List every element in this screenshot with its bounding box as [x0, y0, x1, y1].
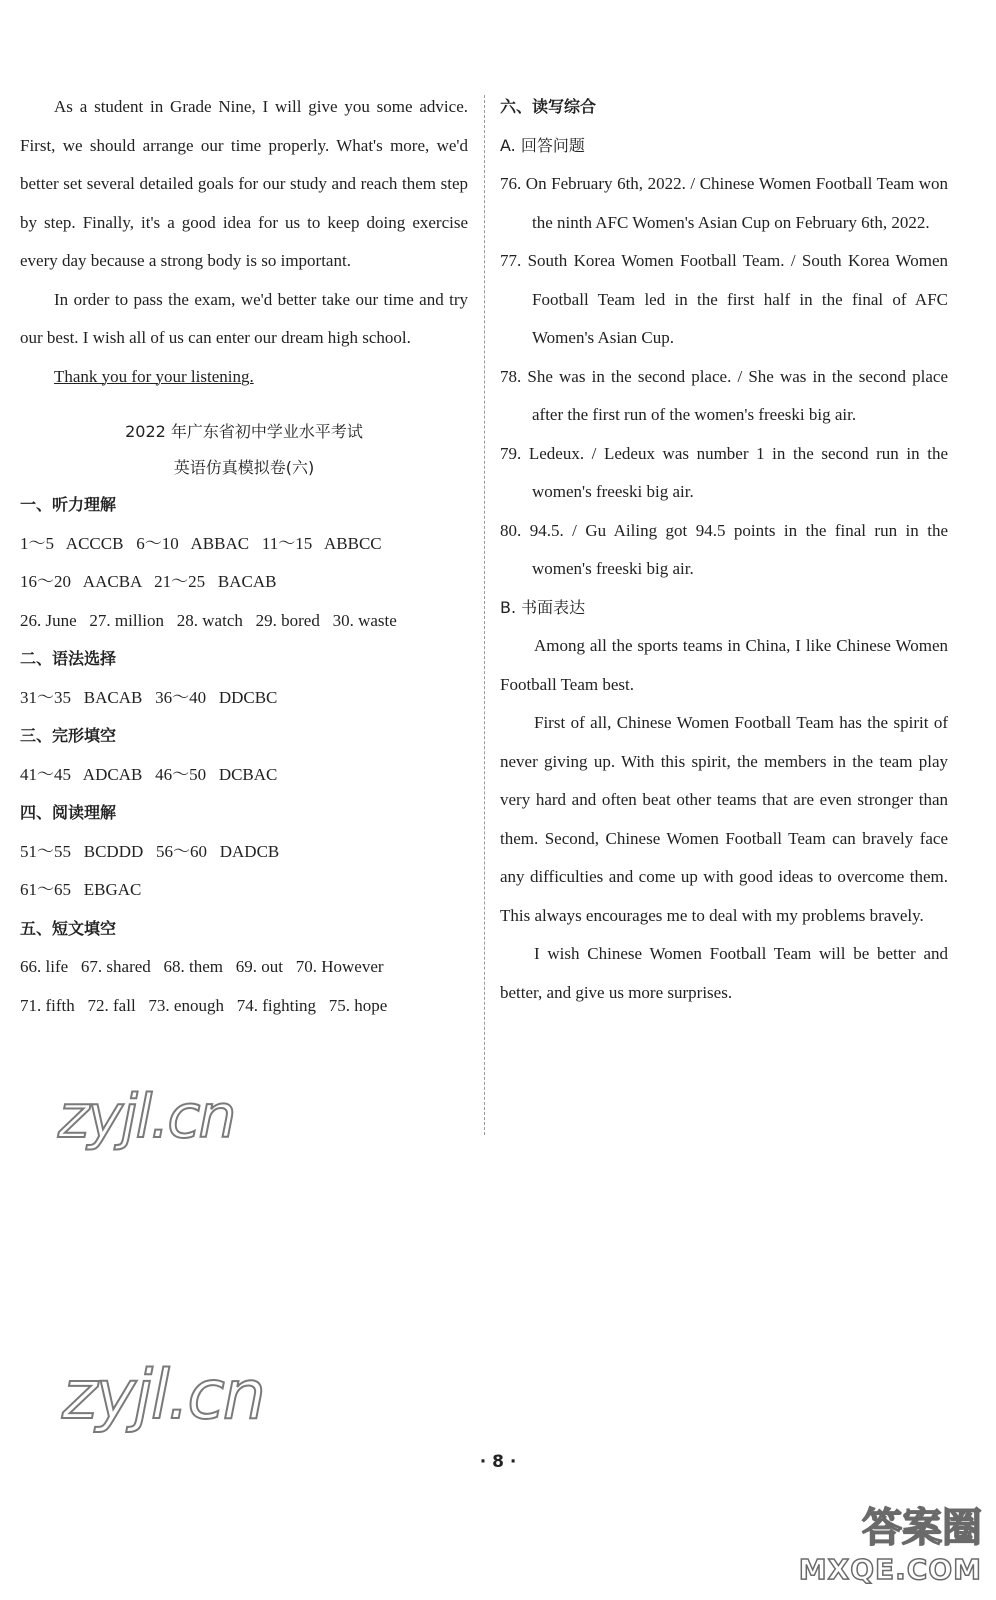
watermark-logo: zyjl.cn — [62, 1356, 264, 1435]
advice-paragraph-1: As a student in Grade Nine, I will give you some advice. First, we should arrange our time properly. What's more, we'd better set several detailed goals for our study and reach them step by step. Finally, it's a good idea for us to keep doing exercise every day because a strong body is so important. — [20, 97, 468, 270]
closing-text: Thank you for your listening. — [54, 366, 254, 386]
answer-item: 78. She was in the second place. / She was in the second place after the first run of the women's freeski big air. — [500, 366, 948, 424]
watermark-logo: zyjl.cn — [58, 1082, 235, 1152]
section-heading-grammar: 二、语法选择 — [20, 649, 117, 668]
left-column — [20, 88, 468, 1025]
essay-paragraph-3: I wish Chinese Women Football Team will be better and better, and give us more surprises. — [500, 944, 948, 1002]
answer-line: 51～55 BCDDD 56～60 DADCB — [20, 841, 280, 861]
section-heading-read-write: 六、读写综合 — [500, 97, 597, 116]
section-heading-fill-in: 五、短文填空 — [20, 918, 117, 938]
section-heading-listening: 一、听力理解 — [20, 495, 117, 514]
answer-item: 77. South Korea Women Football Team. / South Korea Women Football Team led in the first half in the final of AFC Women's Asian Cup. — [500, 251, 948, 347]
answer-line: 16～20 AACBA 21～25 BACAB — [20, 572, 277, 591]
column-divider — [484, 95, 485, 1135]
answer-line: 1～5 ACCCB 6～10 ABBAC 11～15 ABBCC — [20, 533, 382, 553]
page-number: · 8 · — [479, 1452, 517, 1472]
answer-item: 79. Ledeux. / Ledeux was number 1 in the second run in the women's freeski big air. — [500, 443, 948, 501]
corner-watermark-cn: 答案圈 — [862, 1505, 982, 1551]
answer-item: 76. On February 6th, 2022. / Chinese Women Football Team won the ninth AFC Women's Asian Cup on February 6th, 2022. — [500, 174, 948, 232]
corner-watermark — [782, 1496, 982, 1586]
answer-line: 26. June 27. million 28. watch 29. bored 30. waste — [20, 610, 397, 630]
essay-paragraph-1: Among all the sports teams in China, I like Chinese Women Football Team best. — [500, 636, 948, 694]
part-a-heading: A. 回答问题 — [500, 135, 585, 155]
closing-line — [20, 358, 468, 397]
answer-line: 61～65 EBGAC — [20, 880, 142, 899]
corner-watermark-en: MXQE.COM — [798, 1553, 982, 1586]
section-heading-cloze: 三、完形填空 — [20, 726, 117, 745]
advice-paragraph-2: In order to pass the exam, we'd better take our time and try our best. I wish all of us can enter our dream high school. — [20, 289, 468, 347]
answer-line: 71. fifth 72. fall 73. enough 74. fighting 75. hope — [20, 995, 388, 1015]
answer-line: 66. life 67. shared 68. them 69. out 70. However — [20, 957, 384, 976]
right-column — [500, 88, 948, 1012]
section-heading-reading: 四、阅读理解 — [20, 803, 117, 822]
essay-paragraph-2: First of all, Chinese Women Football Team has the spirit of never giving up. With this spirit, the members in the team play very hard and often beat other teams that are even stronger than them. Second, Chinese Women Football Team can bravely face any difficulties and come up with good ideas to overcome them. This always encourages me to deal with my problems bravely. — [500, 713, 948, 925]
part-b-heading: B. 书面表达 — [500, 597, 586, 617]
answer-line: 41～45 ADCAB 46～50 DCBAC — [20, 764, 278, 784]
exam-title: 2022 年广东省初中学业水平考试 — [125, 422, 363, 441]
answer-line: 31～35 BACAB 36～40 DDCBC — [20, 687, 278, 707]
answer-item: 80. 94.5. / Gu Ailing got 94.5 points in the final run in the women's freeski big air. — [500, 520, 948, 578]
exam-subtitle: 英语仿真模拟卷(六) — [173, 458, 315, 477]
